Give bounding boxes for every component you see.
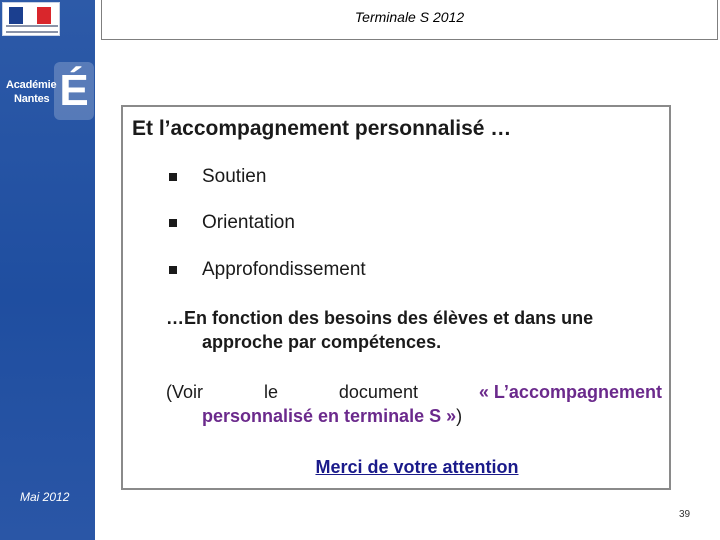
logo-caption-lines: [6, 25, 58, 33]
document-title-end: personnalisé en terminale S »: [202, 406, 457, 426]
academie-logo-text: [6, 78, 56, 106]
paragraph-besoins-line2: approche par compétences.: [202, 332, 442, 352]
thanks-message: Merci de votre attention: [315, 457, 519, 477]
paragraph-besoins-line1: …En fonction des besoins des élèves et dans une: [166, 308, 594, 328]
header-title: Terminale S 2012: [354, 9, 465, 25]
paragraph-voir-line2: [166, 404, 662, 428]
square-bullet-icon: [169, 266, 177, 274]
list-item: [169, 257, 366, 283]
academie-logo-line1: Académie: [6, 79, 57, 91]
word-voir: (Voir: [166, 382, 204, 402]
header-box: [101, 0, 718, 40]
sidebar: [0, 0, 95, 540]
paragraph-voir-line1: [166, 380, 662, 404]
bullet-label: Approfondissement: [202, 259, 366, 280]
paragraph-besoins: [166, 306, 662, 354]
bullet-label: Soutien: [202, 166, 267, 187]
academie-logo-line2: Nantes: [14, 93, 50, 105]
bullet-label: Orientation: [202, 212, 295, 233]
word-le: le: [263, 382, 278, 402]
list-item: [169, 164, 266, 190]
page-number: 39: [679, 509, 691, 520]
square-bullet-icon: [169, 173, 177, 181]
word-document: document: [338, 382, 418, 402]
flag-icon: [9, 7, 53, 24]
republique-francaise-logo: [2, 2, 60, 36]
academie-logo-letter: É: [54, 62, 94, 120]
closing-parenthesis: ): [456, 406, 463, 426]
slide-title: Et l’accompagnement personnalisé …: [132, 117, 512, 140]
content-box: [121, 105, 671, 490]
square-bullet-icon: [169, 219, 177, 227]
academie-nantes-logo: [6, 62, 92, 122]
list-item: [169, 210, 295, 236]
paragraph-voir: [166, 380, 662, 428]
footer-date: Mai 2012: [20, 490, 70, 504]
document-title-start: « L’accompagnement: [478, 382, 662, 402]
